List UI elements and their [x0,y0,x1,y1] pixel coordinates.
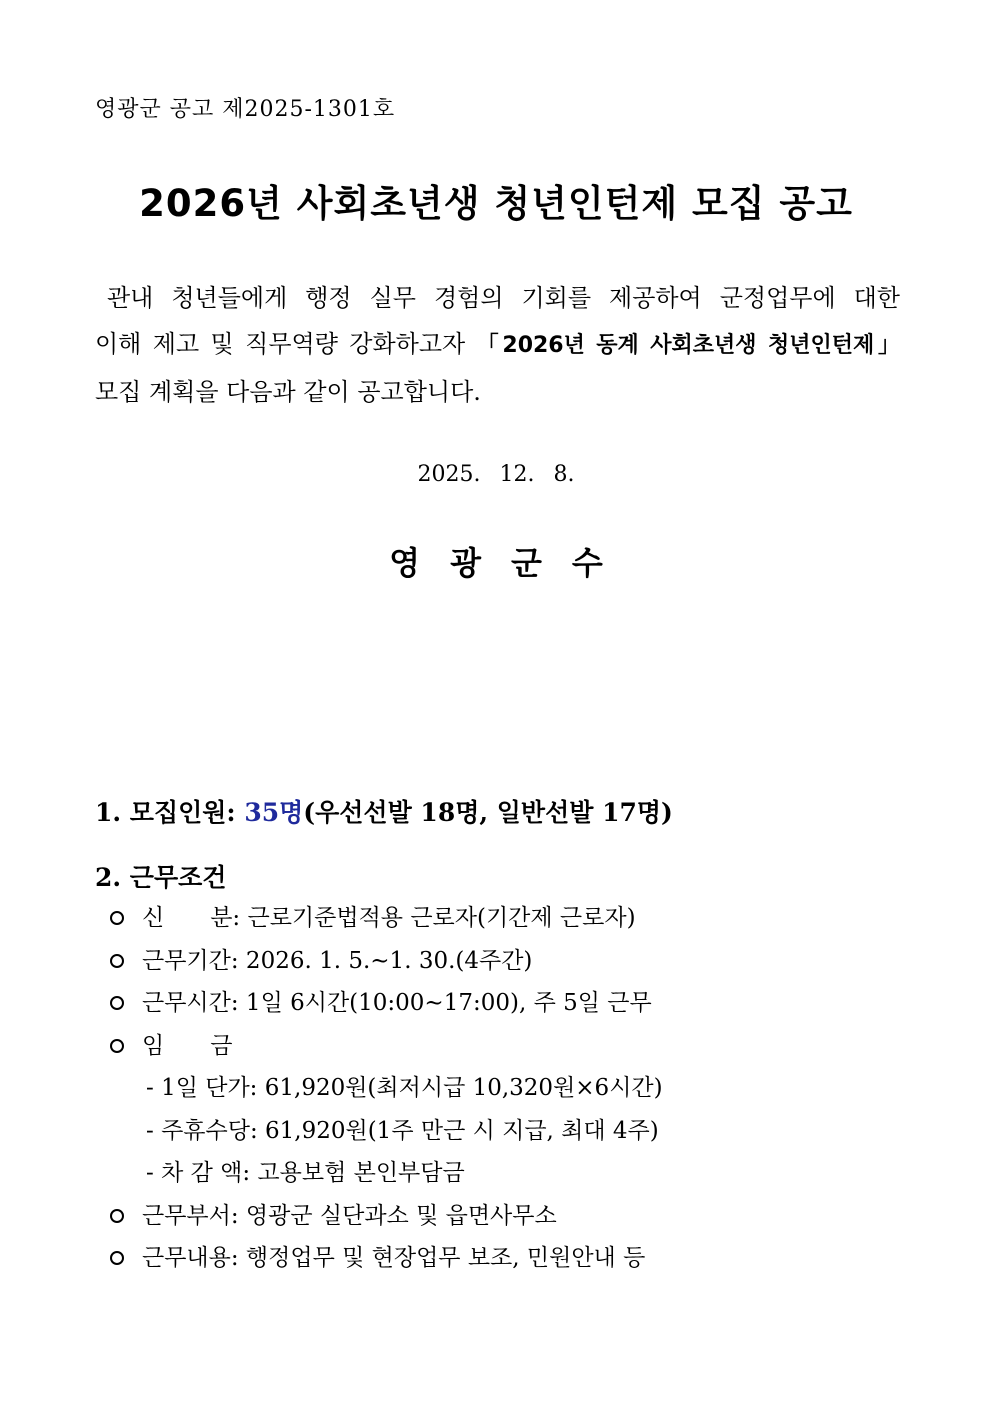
list-item [108,940,663,983]
list-item [108,982,663,1025]
section-recruitment-label: 1. 모집인원: [95,798,245,827]
circle-bullet-icon [110,1209,124,1223]
section-conditions-heading: 2. 근무조건 [95,863,227,892]
condition-hours: 근무시간: 1일 6시간(10:00∼17:00), 주 5일 근무 [142,990,652,1016]
wage-detail-item: - 차 감 액: 고용보험 본인부담금 [146,1160,465,1186]
wage-detail-item: - 1일 단가: 61,920원(최저시급 10,320원×6시간) [146,1075,663,1101]
page-title: 2026년 사회초년생 청년인턴제 모집 공고 [139,182,853,225]
condition-wage: 임 금 [142,1032,233,1059]
recruitment-count: 35명 [244,798,304,827]
circle-bullet-icon [110,911,124,925]
list-item [108,1025,663,1068]
signer: 영광군수 [389,544,633,582]
recruitment-detail: (우선선발 18명, 일반선발 17명) [303,798,673,827]
notice-date: 2025. 12. 8. [417,462,575,487]
intro-line-2-text: 이해 제고 및 직무역량 강화하고자 [95,330,477,358]
circle-bullet-icon [110,954,124,968]
condition-duties: 근무내용: 행정업무 및 현장업무 보조, 민원안내 등 [142,1245,646,1271]
condition-status: 신 분: 근로기준법적용 근로자(기간제 근로자) [142,905,636,931]
condition-period: 근무기간: 2026. 1. 5.∼1. 30.(4주간) [142,947,533,974]
notice-number: 영광군 공고 제2025-1301호 [95,97,396,122]
intro-line-1: 관내 청년들에게 행정 실무 경험의 기회를 제공하여 군정업무에 대한 [107,284,900,312]
circle-bullet-icon [110,1039,124,1053]
intro-line-3: 모집 계획을 다음과 같이 공고합니다. [95,378,481,406]
circle-bullet-icon [110,1251,124,1265]
program-name: 「2026년 동계 사회초년생 청년인턴제」 [476,333,900,358]
condition-department: 근무부서: 영광군 실단과소 및 읍면사무소 [142,1202,557,1229]
list-item [108,1237,663,1280]
circle-bullet-icon [110,996,124,1010]
list-item [108,1195,663,1238]
section-recruitment [95,793,673,829]
wage-detail-item: - 주휴수당: 61,920원(1주 만근 시 지급, 최대 4주) [146,1117,659,1144]
intro-line-2 [95,321,900,369]
list-item [108,897,663,940]
intro-paragraph [95,275,900,415]
conditions-list [108,897,663,1280]
